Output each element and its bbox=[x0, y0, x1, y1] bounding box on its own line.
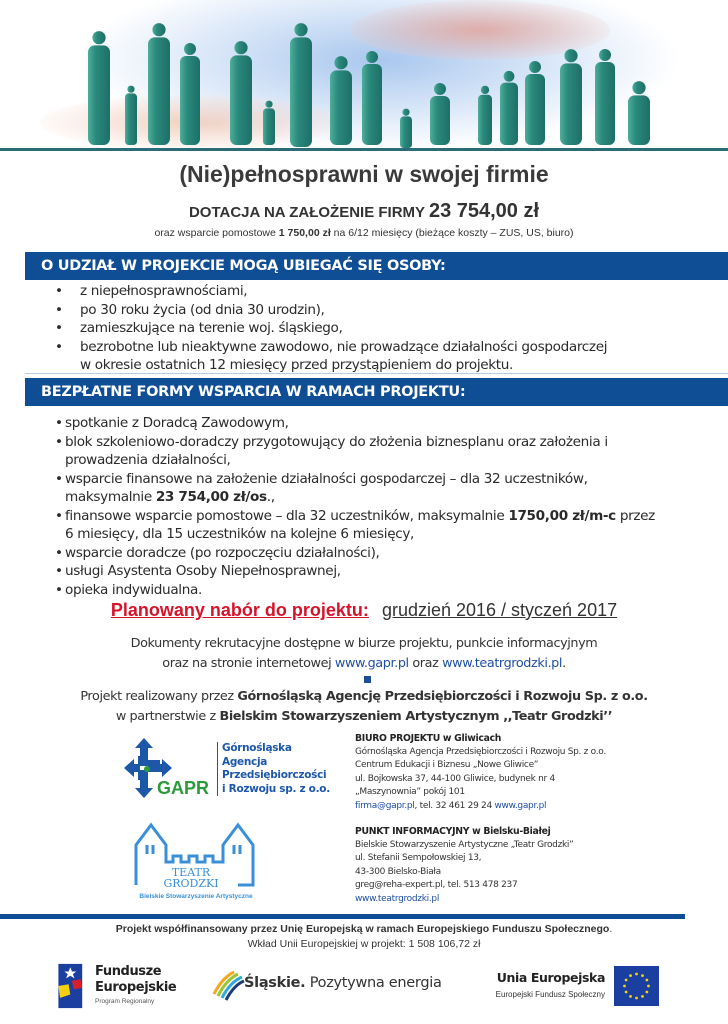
silhouette-head bbox=[334, 56, 347, 69]
svg-text:Bielskie Stowarzyszenie Artyst: Bielskie Stowarzyszenie Artystyczne bbox=[139, 893, 253, 900]
gapr-name: Górnośląska Agencja Przedsiębiorczości i Rozwoju sp. z o.o. bbox=[217, 742, 330, 796]
documents-info bbox=[0, 634, 728, 674]
fe-title: Fundusze Europejskie bbox=[95, 964, 177, 995]
silhouette-body bbox=[478, 95, 492, 145]
silhouette-head bbox=[92, 31, 105, 44]
list-item: • wsparcie doradcze (po rozpoczęciu działalności), bbox=[55, 544, 655, 563]
svg-text:GRODZKI: GRODZKI bbox=[163, 877, 219, 890]
list-item: • spotkanie z Doradcą Zawodowym, bbox=[55, 414, 655, 433]
silhouette-body bbox=[88, 45, 110, 145]
cofinancing-text: Projekt współfinansowany przez Unię Europejską w ramach Europejskiego Funduszu Społecznego bbox=[115, 923, 610, 935]
eu-star-icon bbox=[635, 973, 638, 976]
office-website-link[interactable]: www.gapr.pl bbox=[494, 800, 547, 811]
lead-organization: Górnośląską Agencję Przedsiębiorczości i Rozwoju Sp. z o.o. bbox=[237, 689, 648, 704]
list-item: • po 30 roku życia (od dnia 30 urodzin), bbox=[55, 301, 615, 320]
info-point-heading: PUNKT INFORMACYJNY w Bielsku-Białej bbox=[355, 826, 551, 837]
silhouette-body bbox=[180, 56, 200, 145]
recruitment-line bbox=[0, 600, 728, 621]
eu-star-icon bbox=[629, 995, 632, 998]
slaskie-logo-icon bbox=[208, 968, 248, 1004]
documents-links-line: oraz na stronie internetowej www.gapr.pl oraz www.teatrgrodzki.pl. bbox=[162, 656, 566, 671]
section-divider bbox=[25, 373, 728, 374]
grant-amount: 23 754,00 zł bbox=[428, 200, 540, 222]
eu-star-icon bbox=[647, 985, 650, 988]
silhouette-head bbox=[402, 109, 409, 116]
separator-square-icon bbox=[364, 676, 371, 683]
eu-star-icon bbox=[641, 974, 644, 977]
project-office-contact: BIURO PROJEKTU w Gliwicach Górnośląska Agencja Przedsiębiorczości i Rozwoju Sp. z o.o. Centrum Edukacji i Biznesu „Nowe Gliwice” ul. Bojkowska 37, 44-100 Gliwice, budynek nr 4 „Maszynownia” pokój 101 firma@gapr.pl, tel. 32 461 29 24 www.gapr.pl bbox=[355, 733, 606, 811]
silhouette-head bbox=[294, 23, 307, 36]
list-item: • blok szkoleniowo-doradczy przygotowujący do złożenia biznesplanu oraz założenia i prowadzenia działalności, bbox=[55, 433, 655, 470]
info-point-website-link[interactable]: www.teatrgrodzki.pl bbox=[355, 893, 440, 904]
silhouette-head bbox=[504, 71, 515, 82]
gapr-link[interactable]: www.gapr.pl bbox=[334, 656, 409, 671]
silhouette-body bbox=[430, 96, 450, 145]
silhouette-head bbox=[599, 49, 611, 61]
partner-organization: Bielskim Stowarzyszeniem Artystycznym ,,Teatr Grodzki’’ bbox=[219, 709, 613, 724]
silhouette-body bbox=[148, 37, 170, 145]
note-text: oraz wsparcie pomostowe bbox=[154, 227, 276, 239]
list-item: • finansowe wsparcie pomostowe – dla 32 uczestników, maksymalnie 1750,00 zł/m-c przez 6 miesięcy, dla 15 uczestników na kolejne 6 miesięcy, bbox=[55, 507, 655, 544]
eu-star-icon bbox=[623, 985, 626, 988]
family-silhouettes-icon bbox=[0, 0, 728, 150]
list-item: • bezrobotne lub nieaktywne zawodowo, nie prowadzące działalności gospodarczej w okresie ostatnich 12 miesięcy przed przystąpieniem do projektu. bbox=[55, 338, 615, 375]
recruitment-dates: grudzień 2016 / styczeń 2017 bbox=[381, 600, 618, 620]
silhouette-head bbox=[564, 49, 577, 62]
eu-star-icon bbox=[625, 991, 628, 994]
ue-title: Unia Europejska bbox=[496, 970, 605, 985]
office-heading: BIURO PROJEKTU w Gliwicach bbox=[355, 733, 502, 744]
silhouette-body bbox=[595, 62, 615, 145]
list-item: • usługi Asystenta Osoby Niepełnosprawnej, bbox=[55, 562, 655, 581]
eu-contribution: Wkład Unii Europejskiej w projekt: 1 508 106,72 zł bbox=[247, 938, 481, 950]
silhouette-body bbox=[330, 70, 352, 145]
silhouette-head bbox=[152, 23, 165, 36]
list-item: • wsparcie finansowe na założenie działalności gospodarczej – dla 32 uczestników, maksymalnie 23 754,00 zł/os., bbox=[55, 470, 645, 507]
fe-subtitle: Program Regionalny bbox=[95, 998, 155, 1005]
fundusze-europejskie-logo-icon bbox=[55, 958, 89, 1014]
list-item: • opieka indywidualna. bbox=[55, 581, 655, 600]
banner-divider bbox=[0, 148, 728, 151]
silhouette-body bbox=[290, 37, 312, 147]
eu-star-icon bbox=[645, 991, 648, 994]
office-email-link[interactable]: firma@gapr.pl bbox=[355, 800, 415, 811]
silhouette-body bbox=[560, 63, 582, 145]
silhouette-body bbox=[500, 83, 518, 145]
teatr-grodzki-logo-icon bbox=[131, 820, 261, 900]
silhouette-body bbox=[525, 74, 545, 145]
bridge-support-note bbox=[0, 227, 728, 239]
recruitment-label: Planowany nabór do projektu: bbox=[110, 600, 369, 620]
eu-star-icon bbox=[645, 979, 648, 982]
silhouette-head bbox=[632, 81, 645, 94]
list-item: • zamieszkujące na terenie woj. śląskiego, bbox=[55, 319, 615, 338]
silhouette-head bbox=[481, 86, 489, 94]
footer-divider bbox=[0, 914, 685, 919]
teatr-link[interactable]: www.teatrgrodzki.pl bbox=[442, 656, 563, 671]
silhouette-body bbox=[125, 93, 137, 145]
silhouette-head bbox=[434, 83, 446, 95]
ue-subtitle: Europejski Fundusz Społeczny bbox=[495, 990, 605, 999]
silhouette-head bbox=[366, 51, 378, 63]
page-title: (Nie)pełnosprawni w swojej firmie bbox=[179, 161, 549, 187]
silhouette-head bbox=[265, 101, 272, 108]
silhouette-body bbox=[362, 64, 382, 145]
info-point-contact: PUNKT INFORMACYJNY w Bielsku-Białej Bielskie Stowarzyszenie Artystyczne „Teatr Grodzki” ul. Stefanii Sempołowskiej 13, 43-300 Bielsko-Biała greg@reha-expert.pl, tel. 513 478 237 www.teatrgrodzki.pl bbox=[355, 825, 574, 906]
eligibility-heading: O UDZIAŁ W PROJEKCIE MOGĄ UBIEGAĆ SIĘ OSOBY: bbox=[25, 252, 728, 280]
header-banner-image bbox=[0, 0, 728, 150]
svg-text:TEATR: TEATR bbox=[171, 866, 211, 879]
eu-star-icon bbox=[629, 974, 632, 977]
eu-star-icon bbox=[641, 995, 644, 998]
list-item: • z niepełnosprawnościami, bbox=[55, 282, 615, 301]
grant-headline bbox=[0, 200, 728, 223]
eu-star-icon bbox=[625, 979, 628, 982]
note-amount: 1 750,00 zł bbox=[278, 227, 331, 239]
slaskie-wordmark: Śląskie. Pozytywna energia bbox=[244, 975, 442, 991]
silhouette-body bbox=[230, 55, 252, 145]
support-heading: BEZPŁATNE FORMY WSPARCIA W RAMACH PROJEKTU: bbox=[25, 378, 728, 406]
grant-label: DOTACJA NA ZAŁOŻENIE FIRMY bbox=[188, 204, 425, 221]
silhouette-head bbox=[184, 43, 196, 55]
silhouette-head bbox=[127, 86, 134, 93]
support-list bbox=[55, 414, 655, 599]
silhouette-head bbox=[529, 61, 541, 73]
documents-text: Dokumenty rekrutacyjne dostępne w biurze projektu, punkcie informacyjnym bbox=[130, 636, 598, 651]
note-text: na 6/12 miesięcy (bieżące koszty – ZUS, US, biuro) bbox=[333, 227, 574, 239]
eu-star-icon bbox=[635, 997, 638, 1000]
gapr-wordmark: GAPR bbox=[157, 778, 210, 798]
eu-flag-icon bbox=[614, 966, 659, 1006]
eligibility-list bbox=[55, 282, 615, 375]
silhouette-body bbox=[628, 95, 650, 145]
silhouette-head bbox=[234, 41, 247, 54]
silhouette-body bbox=[263, 108, 275, 145]
cofinancing-info: Projekt współfinansowany przez Unię Europejską w ramach Europejskiego Funduszu Społecznego. Wkład Unii Europejskiej w projekt: 1 508 106,72 zł bbox=[0, 922, 728, 952]
silhouette-body bbox=[400, 116, 412, 148]
partners-info: Projekt realizowany przez Górnośląską Agencję Przedsiębiorczości i Rozwoju Sp. z o.o. w partnerstwie z Bielskim Stowarzyszeniem Artystycznym ,,Teatr Grodzki’’ bbox=[80, 689, 648, 724]
